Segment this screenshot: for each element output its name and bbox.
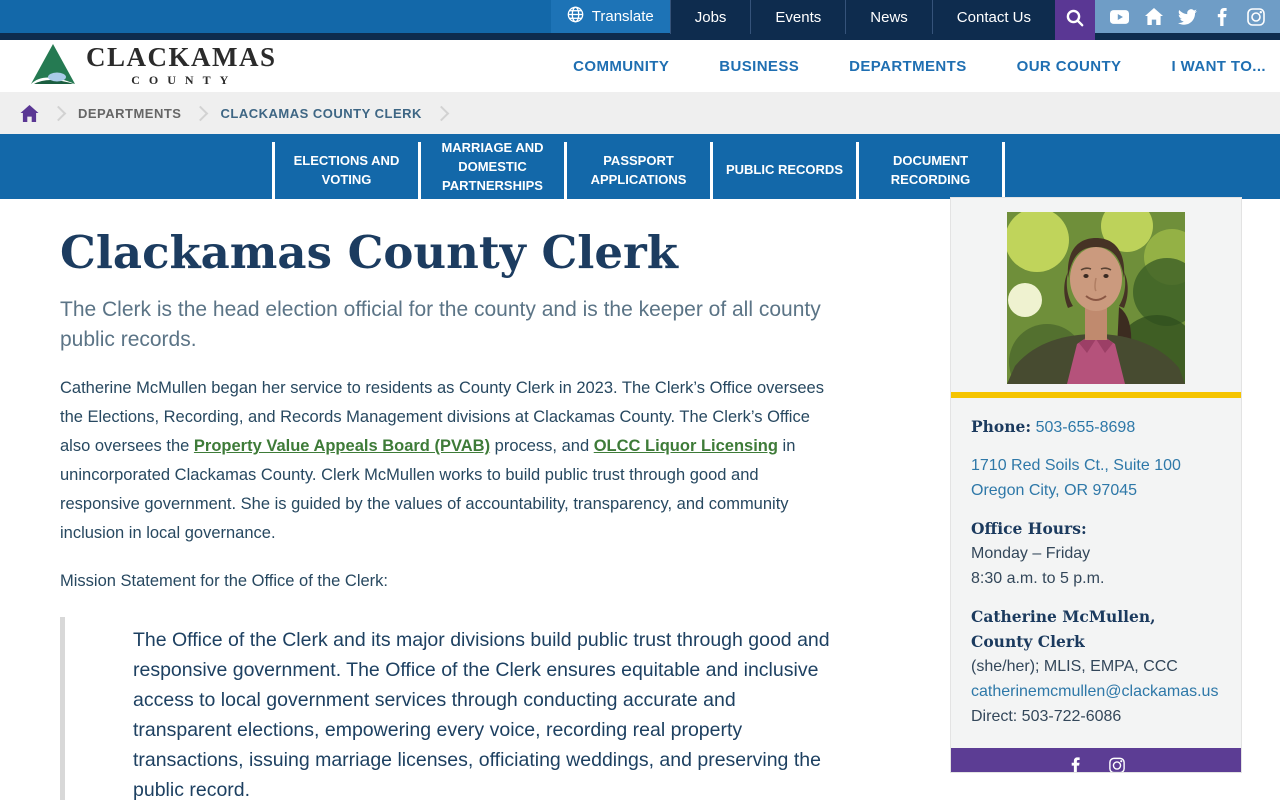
site-header <box>0 40 1280 92</box>
instagram-icon[interactable] <box>1246 7 1265 26</box>
page-title: Clackamas County Clerk <box>60 226 678 279</box>
page-content <box>0 199 1280 800</box>
breadcrumb <box>0 92 1280 134</box>
office-hours-block <box>971 516 1221 591</box>
address-line-2-link[interactable]: Oregon City, OR 97045 <box>971 482 1138 499</box>
top-menu-news[interactable]: News <box>845 0 932 34</box>
top-menu-events[interactable]: Events <box>750 0 845 34</box>
pvab-link[interactable]: Property Value Appeals Board (PVAB) <box>193 437 491 456</box>
mission-statement-label: Mission Statement for the Office of the Clerk: <box>60 572 389 591</box>
office-hours-days: Monday – Friday <box>971 545 1091 562</box>
phone-label: Phone: <box>971 417 1032 436</box>
paragraph-part-1: Catherine McMullen began her service to residents as County Clerk in 2023. The Clerk’s Office oversees the Elections, Recording, and Records Management divisions at Clackamas County. The Clerk’s Office also oversees the <box>60 379 824 456</box>
twitter-icon[interactable] <box>1178 7 1197 26</box>
tab-passport-applications[interactable]: PASSPORT APPLICATIONS <box>567 142 710 199</box>
chevron-right-icon <box>51 105 67 121</box>
search-icon <box>1065 8 1085 33</box>
search-button[interactable] <box>1055 0 1095 40</box>
department-tab-strip <box>0 134 1280 199</box>
translate-zone <box>0 0 670 33</box>
chevron-right-icon <box>434 105 450 121</box>
main-column <box>60 227 842 800</box>
top-menu <box>670 0 1055 40</box>
clerk-direct-phone: Direct: 503-722-6086 <box>971 708 1122 725</box>
breadcrumb-departments[interactable]: DEPARTMENTS <box>78 105 182 121</box>
top-menu-contact-us[interactable]: Contact Us <box>932 0 1055 34</box>
main-navigation <box>573 58 1266 75</box>
office-hours-time: 8:30 a.m. to 5 p.m. <box>971 570 1105 587</box>
logo-text <box>86 44 277 88</box>
paragraph-part-3: in unincorporated Clackamas County. Clerk McMullen works to build public trust through good and responsive government. She is guided by the values of accountability, transparency, and community inclusion in local governance. <box>60 437 796 543</box>
tab-marriage-domestic-partnerships[interactable]: MARRIAGE AND DOMESTIC PARTNERSHIPS <box>421 136 564 199</box>
paragraph-part-2: process, and <box>490 437 594 456</box>
home-icon[interactable] <box>20 105 39 122</box>
tab-elections-and-voting[interactable]: ELECTIONS AND VOTING <box>275 142 418 199</box>
address-line-1-link[interactable]: 1710 Red Soils Ct., Suite 100 <box>971 457 1181 474</box>
nav-community[interactable]: COMMUNITY <box>573 57 670 75</box>
chevron-right-icon <box>193 105 209 121</box>
logo-mountain-icon <box>30 43 76 90</box>
phone-block <box>971 414 1221 440</box>
intro-text: The Clerk is the head election official for the county and is the keeper of all county public records. <box>60 297 821 351</box>
mission-statement-quote: The Office of the Clerk and its major divisions build public trust through good and responsive government. The Office of the Clerk ensures equitable and inclusive access to local government services through conducting accurate and transparent elections, empowering every voice, recording real property transactions, issuing marriage licenses, officiating weddings, and preserving the public record. <box>60 617 830 800</box>
address-block <box>971 453 1221 503</box>
nav-business[interactable]: BUSINESS <box>719 57 800 75</box>
top-utility-bar <box>0 0 1280 40</box>
facebook-icon[interactable] <box>1212 7 1231 26</box>
tab-document-recording[interactable]: DOCUMENT RECORDING <box>859 142 1002 199</box>
globe-icon <box>567 6 584 27</box>
nextdoor-icon[interactable] <box>1144 7 1163 26</box>
clerk-email-link[interactable]: catherinemcmullen@clackamas.us <box>971 683 1219 700</box>
office-hours-label: Office Hours: <box>971 519 1087 538</box>
tabs-row <box>272 142 1005 199</box>
clerk-portrait-photo <box>1007 212 1185 384</box>
clerk-credentials: (she/her); MLIS, EMPA, CCC <box>971 658 1178 675</box>
card-social-footer <box>951 748 1241 772</box>
contact-card <box>950 197 1242 773</box>
phone-number-link[interactable]: 503-655-8698 <box>1035 419 1136 436</box>
translate-label: Translate <box>591 8 654 25</box>
clerk-name: Catherine McMullen, County Clerk <box>971 607 1156 651</box>
breadcrumb-current-page: CLACKAMAS COUNTY CLERK <box>220 105 422 121</box>
translate-button[interactable] <box>551 0 670 33</box>
olcc-liquor-licensing-link[interactable]: OLCC Liquor Licensing <box>593 437 778 456</box>
youtube-icon[interactable] <box>1110 7 1129 26</box>
top-menu-jobs[interactable]: Jobs <box>670 0 751 34</box>
nav-our-county[interactable]: OUR COUNTY <box>1016 57 1122 75</box>
instagram-icon[interactable] <box>1109 752 1125 768</box>
nav-departments[interactable]: DEPARTMENTS <box>849 57 967 75</box>
logo-county-name: CLACKAMAS <box>86 42 277 72</box>
clerk-contact-block <box>971 604 1221 729</box>
county-logo[interactable] <box>30 43 277 90</box>
social-links <box>1095 0 1280 33</box>
logo-county-word: COUNTY <box>131 73 238 87</box>
body-paragraph <box>60 374 842 548</box>
nav-i-want-to[interactable]: I WANT TO... <box>1171 57 1266 75</box>
tab-public-records[interactable]: PUBLIC RECORDS <box>713 142 856 199</box>
facebook-icon[interactable] <box>1067 752 1083 768</box>
contact-info <box>951 398 1241 742</box>
